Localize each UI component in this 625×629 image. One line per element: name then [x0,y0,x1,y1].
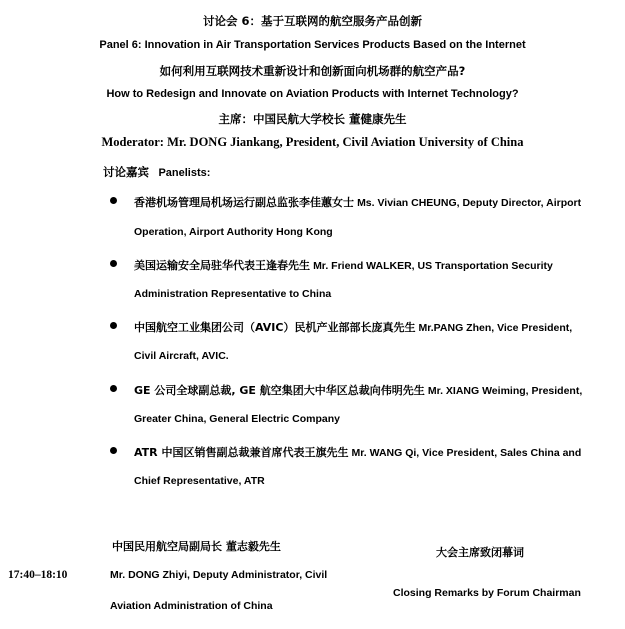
panel-question-cn: 如何利用互联网技术重新设计和创新面向机场群的航空产品? [159,64,466,78]
panelist-name-en: Mr. WANG Qi, Vice President, Sales China and [351,447,582,459]
panel-question-en: How to Redesign and Innovate on Aviation Products with Internet Technology? [106,88,519,100]
panel-chair-cn: 主席：中国民航大学校长 董健康先生 [218,112,407,126]
panelist-name-en: Mr. Friend WALKER, US Transportation Security [313,260,553,272]
bullet-icon [110,260,117,267]
panelist-name-cn: 美国运输安全局驻华代表王逢春先生 [134,259,310,272]
panelist-affiliation: Chief Representative, ATR [134,475,265,487]
panelist-affiliation: Administration Representative to China [134,288,332,300]
session-time: 17:40–18:10 [8,569,68,581]
panelist-name-en: Mr. XIANG Weiming, President, [427,385,583,397]
closing-speaker-affiliation: Aviation Administration of China [110,600,273,612]
panelist-affiliation: Civil Aircraft, AVIC. [134,350,229,362]
panel-title-en: Panel 6: Innovation in Air Transportation Services Products Based on the Internet [99,39,526,51]
panelist-line-1 [134,382,582,398]
bullet-icon [110,322,117,329]
panelist-name-cn: 香港机场管理局机场运行副总监张李佳蕙女士 [134,196,354,209]
panelist-name-en: Mr.PANG Zhen, Vice President, [418,322,573,334]
bullet-icon [110,197,117,204]
closing-title-en: Closing Remarks by Forum Chairman [393,587,581,599]
panelists-heading-en: Panelists: [158,167,211,179]
panelist-affiliation: Operation, Airport Authority Hong Kong [134,226,333,238]
bullet-icon [110,385,117,392]
panelist-line-1 [134,319,572,335]
panelist-name-cn: ATR 中国区销售副总裁兼首席代表王旗先生 [134,446,349,459]
panelist-affiliation: Greater China, General Electric Company [134,413,340,425]
closing-speaker-en: Mr. DONG Zhiyi, Deputy Administrator, Civil [110,569,328,581]
panelist-name-cn: 中国航空工业集团公司（AVIC）民机产业部部长庞真先生 [134,321,416,334]
panelists-heading [103,163,210,181]
panelists-heading-cn: 讨论嘉宾 [103,165,149,179]
panelist-name-cn: GE 公司全球副总裁, GE 航空集团大中华区总裁向伟明先生 [134,384,425,397]
panelist-line-1 [134,444,581,460]
closing-speaker-cn: 中国民用航空局副局长 董志毅先生 [112,540,281,553]
closing-title-cn: 大会主席致闭幕词 [436,546,524,559]
panelist-line-1 [134,257,553,273]
panel-title-cn: 讨论会 6：基于互联网的航空服务产品创新 [202,14,422,28]
bullet-icon [110,447,117,454]
panel-moderator-en: Moderator: Mr. DONG Jiankang, President, Civil Aviation University of China [101,135,524,149]
panelist-name-en: Ms. Vivian CHEUNG, Deputy Director, Airport [357,197,582,209]
panelist-line-1 [134,194,581,210]
